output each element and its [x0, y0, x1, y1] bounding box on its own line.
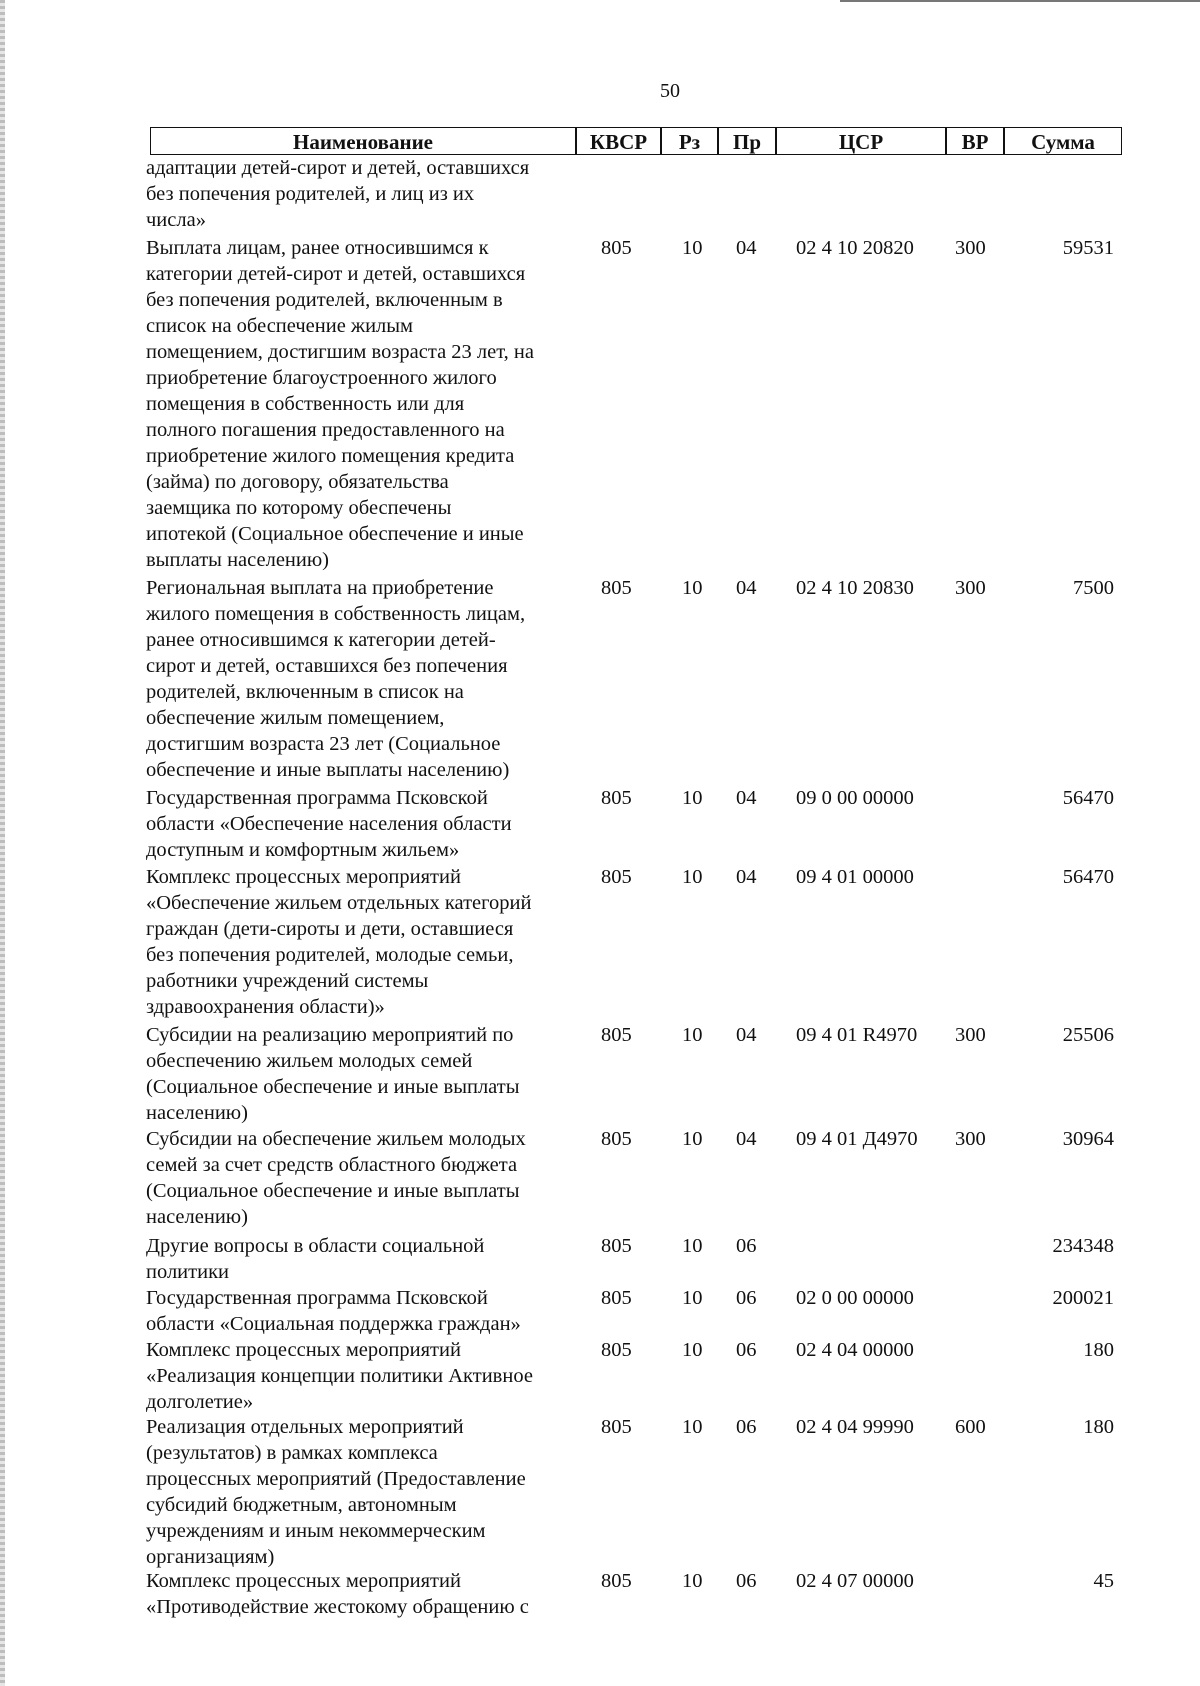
header-csr: ЦСР [776, 127, 946, 155]
row-name-line: без попечения родителей, включенным в [146, 289, 503, 311]
cell-sum: 234348 [1052, 1235, 1114, 1257]
cell-kvsr: 805 [601, 1235, 632, 1257]
header-name: Наименование [150, 127, 576, 155]
row-name-line: области «Социальная поддержка граждан» [146, 1313, 521, 1335]
row-name [146, 155, 576, 233]
row-name-line: список на обеспечение жилым [146, 315, 414, 337]
row-name-line: области «Обеспечение населения области [146, 813, 512, 835]
row-name-line: категории детей-сирот и детей, оставшихся [146, 263, 526, 285]
row-name-line: заемщика по которому обеспечены [146, 497, 452, 519]
row-name [146, 1337, 576, 1415]
row-name-line: Субсидии на реализацию мероприятий по [146, 1024, 514, 1046]
row-name-line: Реализация отдельных мероприятий [146, 1416, 464, 1438]
cell-rz: 10 [682, 787, 703, 809]
row-name-line: без попечения родителей, и лиц из их [146, 183, 475, 205]
row-name-line: граждан (дети-сироты и дети, оставшиеся [146, 918, 514, 940]
cell-csr: 02 4 10 20830 [796, 577, 914, 599]
cell-sum: 45 [1093, 1570, 1114, 1592]
row-name-line: «Реализация концепции политики Активное [146, 1365, 533, 1387]
cell-rz: 10 [682, 237, 703, 259]
row-name-line: (займа) по договору, обязательства [146, 471, 449, 493]
cell-pr: 06 [736, 1416, 757, 1438]
cell-pr: 04 [736, 577, 757, 599]
row-name-line: Государственная программа Псковской [146, 1287, 488, 1309]
cell-kvsr: 805 [601, 237, 632, 259]
header-vr: ВР [946, 127, 1004, 155]
cell-sum: 200021 [1052, 1287, 1114, 1309]
row-name-line: выплаты населению) [146, 549, 330, 571]
cell-csr: 02 4 07 00000 [796, 1570, 914, 1592]
row-name [146, 1233, 576, 1285]
row-name-line: числа» [146, 209, 206, 231]
row-name-line: без попечения родителей, молодые семьи, [146, 944, 514, 966]
cell-kvsr: 805 [601, 1128, 632, 1150]
cell-pr: 06 [736, 1235, 757, 1257]
page-number: 50 [660, 80, 680, 102]
cell-rz: 10 [682, 1235, 703, 1257]
cell-csr: 09 4 01 R4970 [796, 1024, 918, 1046]
row-name-line: (результатов) в рамках комплекса [146, 1442, 438, 1464]
cell-csr: 02 4 10 20820 [796, 237, 914, 259]
row-name-line: населению) [146, 1102, 248, 1124]
row-name-line: жилого помещения в собственность лицам, [146, 603, 526, 625]
cell-kvsr: 805 [601, 1024, 632, 1046]
row-name-line: Региональная выплата на приобретение [146, 577, 494, 599]
row-name-line: здравоохранения области)» [146, 996, 385, 1018]
cell-sum: 180 [1083, 1416, 1114, 1438]
cell-pr: 04 [736, 1128, 757, 1150]
row-name-line: адаптации детей-сирот и детей, оставшихся [146, 157, 530, 179]
row-name-line: приобретение благоустроенного жилого [146, 367, 497, 389]
cell-kvsr: 805 [601, 1570, 632, 1592]
cell-pr: 04 [736, 787, 757, 809]
cell-csr: 09 4 01 Д4970 [796, 1128, 918, 1150]
row-name-line: субсидий бюджетным, автономным [146, 1494, 457, 1516]
cell-pr: 04 [736, 866, 757, 888]
cell-sum: 59531 [1062, 237, 1114, 259]
row-name [146, 1285, 576, 1337]
header-pr: Пр [718, 127, 776, 155]
cell-rz: 10 [682, 1287, 703, 1309]
row-name [146, 1126, 576, 1230]
header-kvsr: КВСР [576, 127, 661, 155]
row-name-line: Комплекс процессных мероприятий [146, 1339, 461, 1361]
row-name-line: Субсидии на обеспечение жильем молодых [146, 1128, 526, 1150]
cell-rz: 10 [682, 577, 703, 599]
row-name [146, 785, 576, 863]
cell-kvsr: 805 [601, 866, 632, 888]
cell-kvsr: 805 [601, 1287, 632, 1309]
cell-vr: 600 [955, 1416, 986, 1438]
cell-sum: 7500 [1073, 577, 1114, 599]
row-name [146, 235, 576, 573]
row-name-line: Другие вопросы в области социальной [146, 1235, 485, 1257]
cell-kvsr: 805 [601, 787, 632, 809]
row-name-line: работники учреждений системы [146, 970, 429, 992]
cell-csr: 02 0 00 00000 [796, 1287, 914, 1309]
table-header [150, 127, 1122, 157]
row-name-line: «Противодействие жестокому обращению с [146, 1596, 529, 1618]
cell-csr: 02 4 04 99990 [796, 1416, 914, 1438]
row-name-line: сирот и детей, оставшихся без попечения [146, 655, 508, 677]
row-name-line: обеспечение и иные выплаты населению) [146, 759, 510, 781]
row-name-line: политики [146, 1261, 230, 1283]
cell-sum: 25506 [1062, 1024, 1114, 1046]
cell-csr: 02 4 04 00000 [796, 1339, 914, 1361]
cell-csr: 09 4 01 00000 [796, 866, 914, 888]
cell-vr: 300 [955, 577, 986, 599]
row-name-line: ипотекой (Социальное обеспечение и иные [146, 523, 524, 545]
cell-rz: 10 [682, 1339, 703, 1361]
row-name-line: населению) [146, 1206, 248, 1228]
row-name-line: учреждениям и иным некоммерческим [146, 1520, 486, 1542]
row-name-line: полного погашения предоставленного на [146, 419, 505, 441]
row-name-line: Комплекс процессных мероприятий [146, 1570, 461, 1592]
row-name [146, 864, 576, 1020]
row-name-line: процессных мероприятий (Предоставление [146, 1468, 526, 1490]
cell-sum: 56470 [1062, 866, 1114, 888]
cell-rz: 10 [682, 1024, 703, 1046]
row-name-line: доступным и комфортным жильем» [146, 839, 460, 861]
cell-vr: 300 [955, 1128, 986, 1150]
header-rz: Рз [661, 127, 718, 155]
cell-pr: 06 [736, 1570, 757, 1592]
row-name-line: приобретение жилого помещения кредита [146, 445, 515, 467]
row-name [146, 575, 576, 783]
row-name [146, 1568, 576, 1620]
cell-rz: 10 [682, 1416, 703, 1438]
row-name-line: «Обеспечение жильем отдельных категорий [146, 892, 532, 914]
row-name-line: помещением, достигшим возраста 23 лет, на [146, 341, 534, 363]
cell-pr: 04 [736, 1024, 757, 1046]
row-name-line: семей за счет средств областного бюджета [146, 1154, 518, 1176]
cell-rz: 10 [682, 866, 703, 888]
cell-kvsr: 805 [601, 1416, 632, 1438]
row-name-line: обеспечению жильем молодых семей [146, 1050, 473, 1072]
row-name [146, 1414, 576, 1570]
header-sum: Сумма [1004, 127, 1122, 155]
row-name [146, 1022, 576, 1126]
row-name-line: Государственная программа Псковской [146, 787, 488, 809]
cell-sum: 30964 [1062, 1128, 1114, 1150]
cell-csr: 09 0 00 00000 [796, 787, 914, 809]
cell-sum: 180 [1083, 1339, 1114, 1361]
cell-vr: 300 [955, 237, 986, 259]
row-name-line: долголетие» [146, 1391, 254, 1413]
cell-pr: 06 [736, 1287, 757, 1309]
cell-kvsr: 805 [601, 1339, 632, 1361]
cell-pr: 06 [736, 1339, 757, 1361]
cell-rz: 10 [682, 1570, 703, 1592]
row-name-line: (Социальное обеспечение и иные выплаты [146, 1076, 520, 1098]
row-name-line: помещения в собственность или для [146, 393, 465, 415]
cell-vr: 300 [955, 1024, 986, 1046]
row-name-line: ранее относившимся к категории детей- [146, 629, 496, 651]
row-name-line: родителей, включенным в список на [146, 681, 464, 703]
row-name-line: Выплата лицам, ранее относившимся к [146, 237, 489, 259]
row-name-line: обеспечение жилым помещением, [146, 707, 445, 729]
row-name-line: (Социальное обеспечение и иные выплаты [146, 1180, 520, 1202]
cell-kvsr: 805 [601, 577, 632, 599]
cell-pr: 04 [736, 237, 757, 259]
row-name-line: организациям) [146, 1546, 275, 1568]
row-name-line: достигшим возраста 23 лет (Социальное [146, 733, 501, 755]
cell-sum: 56470 [1062, 787, 1114, 809]
cell-rz: 10 [682, 1128, 703, 1150]
row-name-line: Комплекс процессных мероприятий [146, 866, 461, 888]
